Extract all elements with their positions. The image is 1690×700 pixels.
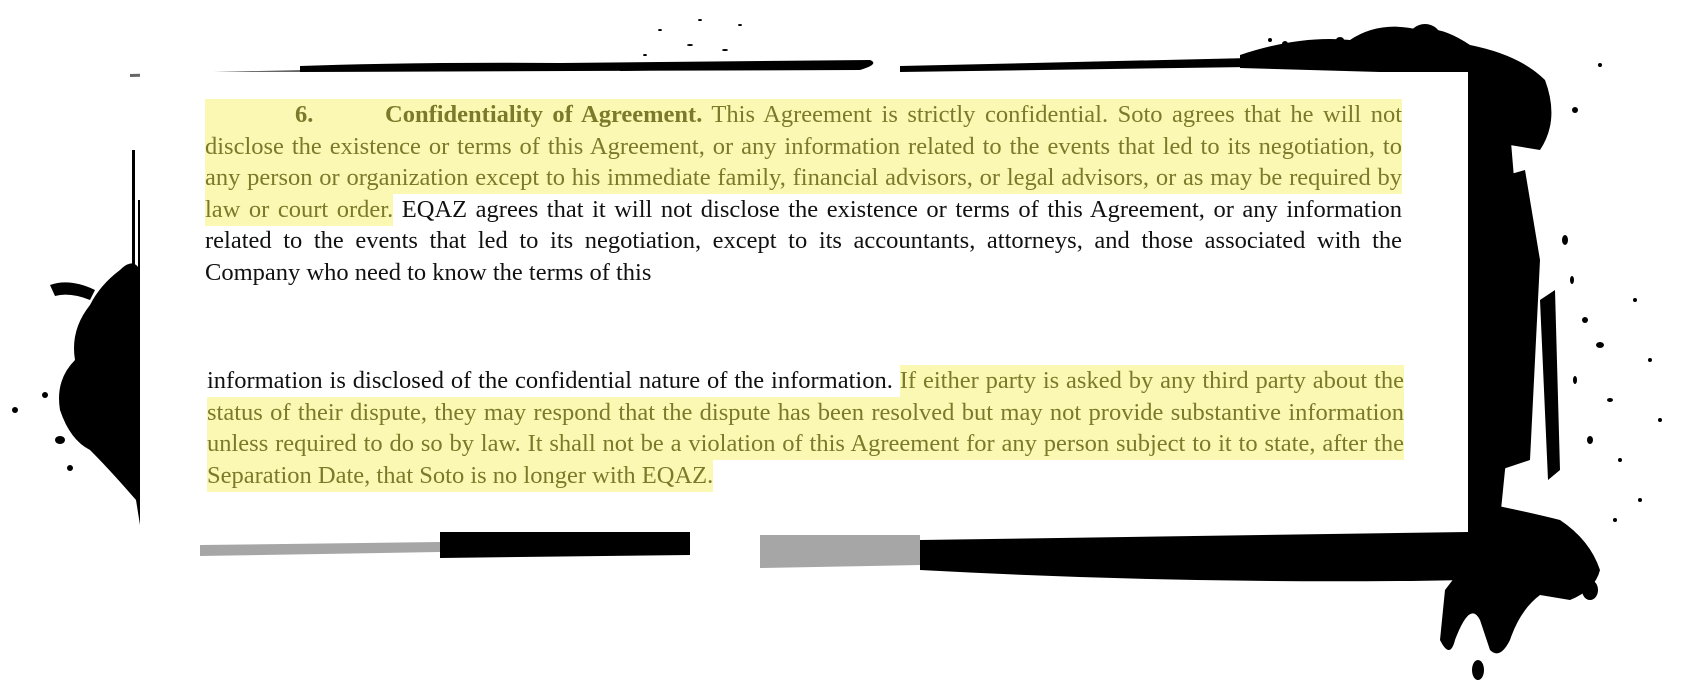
clipped-text-line xyxy=(205,280,1405,290)
confidentiality-paragraph-part-1 xyxy=(205,99,1402,288)
highlighted-text-1: This Agreement is strictly confidential. Soto agrees that he will not disclose the existence or terms of this Agreement, or any information related to the events that led to its negotiation, to any person or organization except to his immediate family, financial advisors, or legal advisors, or as may be required by law or court order. xyxy=(205,101,1402,223)
highlighted-passage-2: If either party is asked by any third party about the status of their dispute, they may respond that the dispute has been resolved but may not provide substantive information unless required to do so by law. It shall not be a violation of this Agreement for any person subject to it to state, after the Separation Date, that Soto is no longer with EQAZ. xyxy=(207,365,1404,492)
section-number: 6. xyxy=(295,101,314,128)
plain-text-1: EQAZ agrees that it will not disclose the existence or terms of this Agreement, or any information related to the events that led to its negotiation, except to its accountants, attorneys, and those associated with the Company who need to know the terms of this xyxy=(205,195,1403,286)
plain-text-2: information is disclosed of the confidential nature of the information. xyxy=(207,367,900,394)
clipped-line-fragment xyxy=(205,280,1405,289)
section-heading: Confidentiality of Agreement. xyxy=(385,101,703,128)
confidentiality-paragraph-part-2 xyxy=(207,365,1404,491)
